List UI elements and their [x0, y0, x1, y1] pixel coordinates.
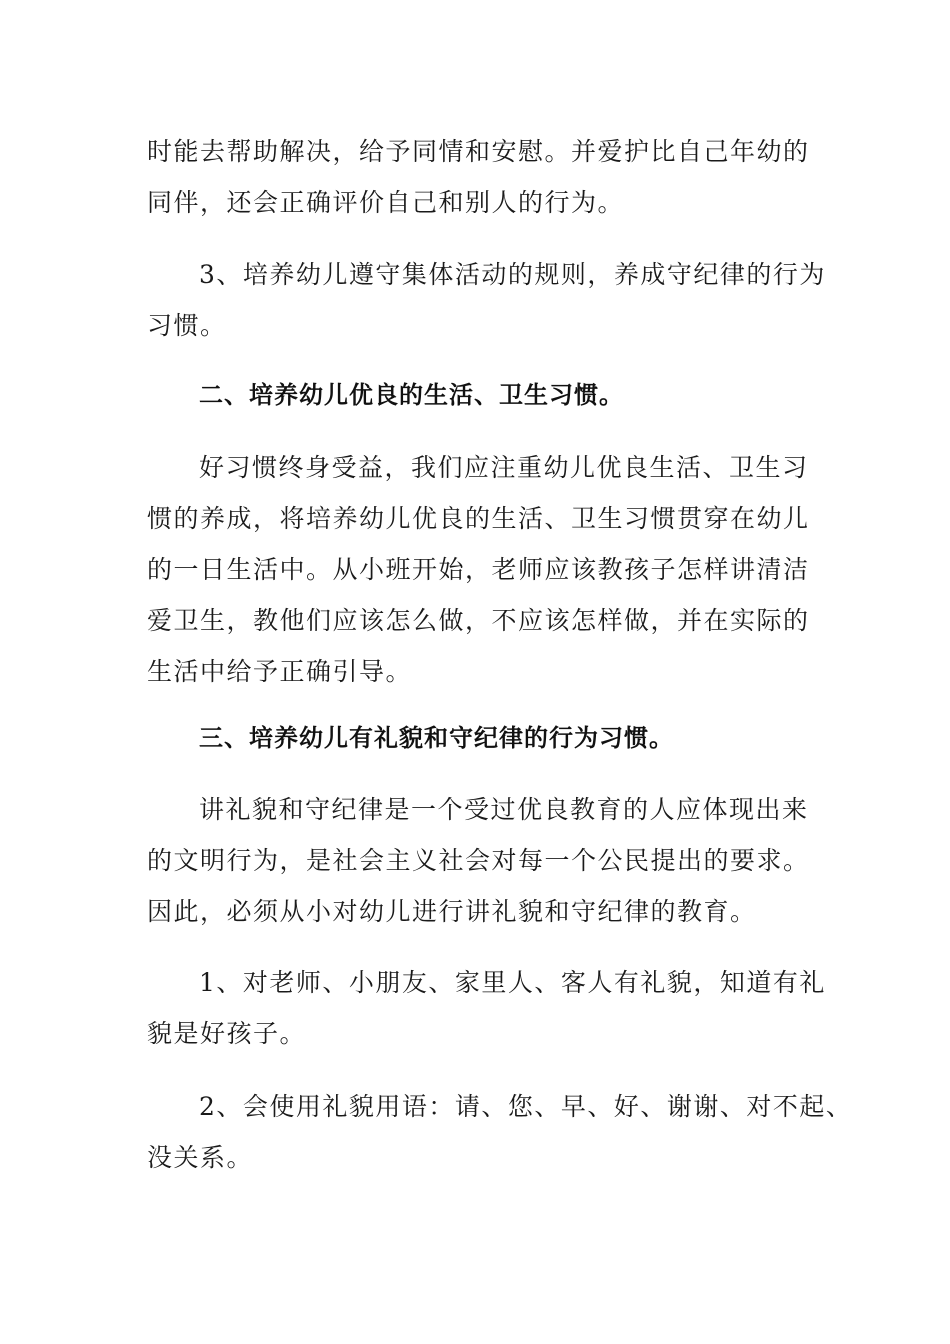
text-line: 1、对老师、小朋友、家里人、客人有礼貌，知道有礼: [199, 968, 826, 997]
text-line: 习惯。: [147, 311, 227, 340]
paragraph-continuation: [147, 126, 817, 228]
section-heading-3: 三、培养幼儿有礼貌和守纪律的行为习惯。: [199, 724, 674, 752]
section-heading-2: 二、培养幼儿优良的生活、卫生习惯。: [199, 381, 624, 409]
text-line: 的文明行为，是社会主义社会对每一个公民提出的要求。: [147, 846, 810, 875]
text-line: 2、会使用礼貌用语：请、您、早、好、谢谢、对不起、: [199, 1092, 853, 1121]
paragraph-section-3-body: [147, 784, 817, 937]
text-line: 3、培养幼儿遵守集体活动的规则，养成守纪律的行为: [199, 260, 826, 289]
text-line: 没关系。: [147, 1143, 254, 1172]
text-line: 的一日生活中。从小班开始，老师应该教孩子怎样讲清洁: [147, 555, 810, 584]
text-line: 讲礼貌和守纪律是一个受过优良教育的人应体现出来: [199, 795, 809, 824]
paragraph-item-2: [147, 1081, 853, 1183]
text-line: 貌是好孩子。: [147, 1019, 307, 1048]
paragraph-item-3: [147, 249, 826, 351]
text-line: 时能去帮助解决，给予同情和安慰。并爱护比自己年幼的: [147, 137, 810, 166]
text-line: 爱卫生，教他们应该怎么做，不应该怎样做，并在实际的: [147, 606, 810, 635]
text-line: 同伴，还会正确评价自己和别人的行为。: [147, 188, 625, 217]
paragraph-section-2-body: [147, 442, 817, 697]
text-line: 好习惯终身受益，我们应注重幼儿优良生活、卫生习: [199, 453, 809, 482]
text-line: 生活中给予正确引导。: [147, 657, 413, 686]
text-line: 因此，必须从小对幼儿进行讲礼貌和守纪律的教育。: [147, 897, 757, 926]
paragraph-item-1: [147, 957, 826, 1059]
text-line: 惯的养成，将培养幼儿优良的生活、卫生习惯贯穿在幼儿: [147, 504, 810, 533]
